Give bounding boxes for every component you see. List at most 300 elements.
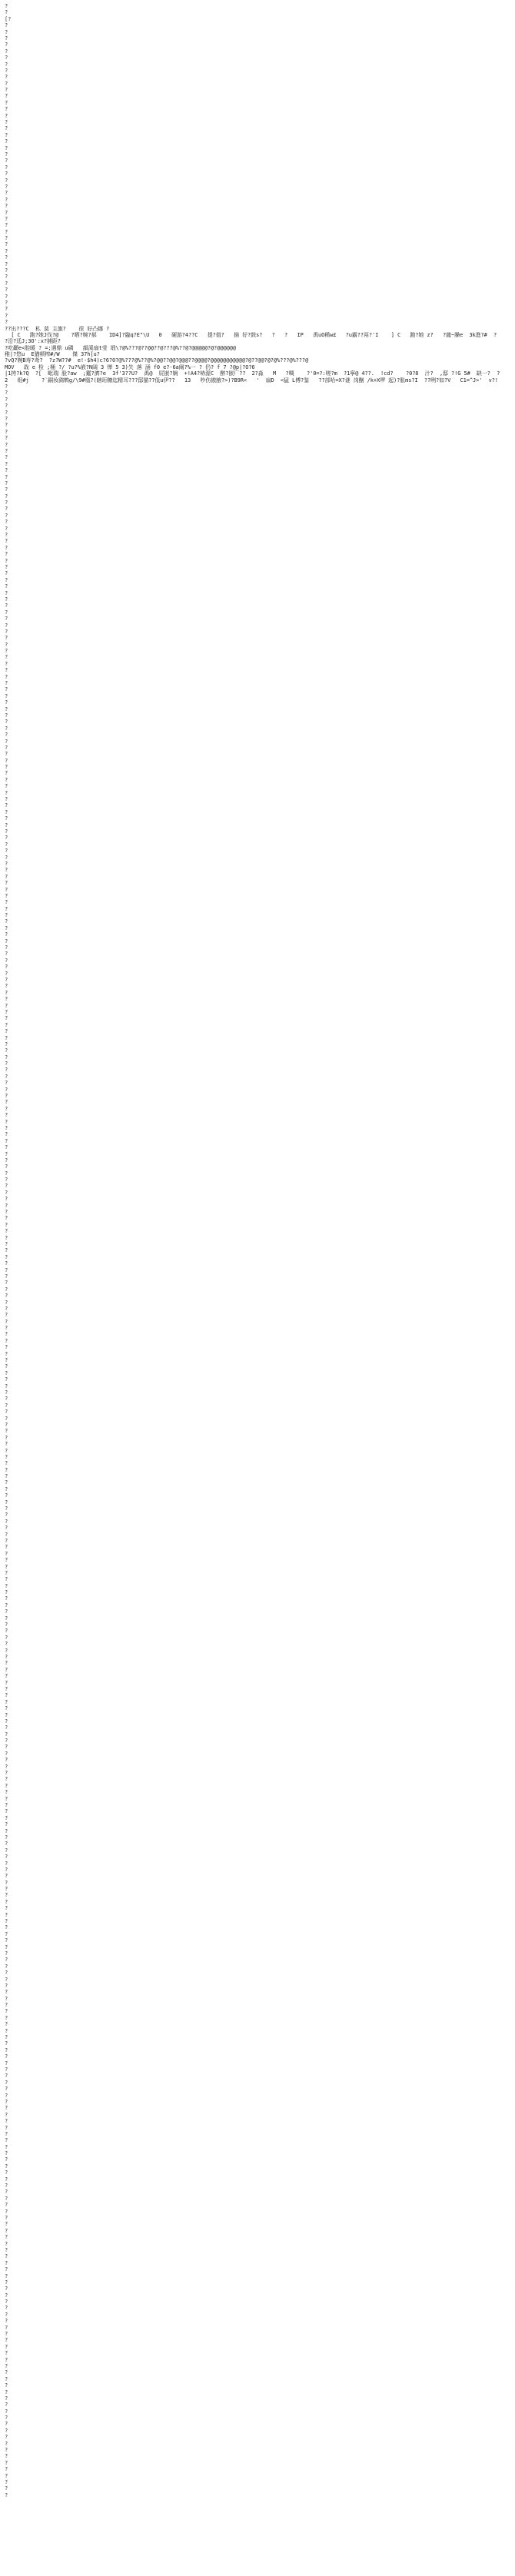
text-line: ? (5, 1905, 8, 1912)
text-line: ? (5, 2459, 8, 2466)
text-line: ? (5, 2156, 8, 2163)
text-line: ? (5, 596, 8, 603)
text-line: ? (5, 1622, 8, 1628)
text-line: ? (5, 48, 8, 55)
text-line: ? (5, 576, 8, 583)
text-line: ? (5, 680, 8, 687)
text-line: ? (5, 905, 8, 912)
text-line: ? (5, 67, 8, 74)
text-line: ? (5, 1763, 8, 1770)
text-line: ? (5, 989, 8, 996)
text-line: ? (5, 1499, 8, 1505)
text-line: ? (5, 835, 8, 842)
text-line: ? (5, 686, 8, 693)
text-line: ? (5, 2402, 8, 2408)
text-line: ? (5, 215, 8, 222)
text-line: ? (5, 1383, 8, 1389)
text-line: ? (5, 1860, 8, 1867)
text-line: ? (5, 1363, 8, 1370)
text-line: ? (5, 1569, 8, 1576)
text-line: ? (5, 1061, 8, 1067)
text-line: ? (5, 144, 8, 151)
text-line: ? (5, 1718, 8, 1725)
text-line: ? (5, 80, 8, 87)
text-line: ? (5, 1196, 8, 1203)
text-line: ? (5, 2395, 8, 2402)
text-line: ? (5, 177, 8, 184)
text-line: ? (5, 1073, 8, 1080)
text-line: ? (5, 1492, 8, 1499)
text-line: ? (5, 1602, 8, 1608)
text-line: ? (5, 1183, 8, 1190)
text-line: ? (5, 1660, 8, 1667)
text-line: ? (5, 2008, 8, 2015)
text-line: ? (5, 1537, 8, 1544)
text-line: ? (5, 1944, 8, 1950)
text-line: ? (5, 2272, 8, 2279)
text-line: ? (5, 1866, 8, 1873)
text-line: ? (5, 2227, 8, 2234)
text-line: ? (5, 635, 8, 642)
text-line: ? (5, 525, 8, 532)
text-line: ? (5, 1557, 8, 1564)
text-line: ? (5, 1434, 8, 1441)
text-line: ? (5, 1047, 8, 1054)
text-line: ? (5, 532, 8, 539)
text-line: ? (5, 1757, 8, 1764)
text-line: ? (5, 1428, 8, 1435)
text-line: ? (5, 1995, 8, 2002)
text-line: ? (5, 9, 8, 16)
text-line: ? (5, 2286, 8, 2292)
text-line: ? (5, 854, 8, 861)
text-line: ? (5, 1808, 8, 1815)
text-line: ? (5, 1654, 8, 1660)
text-line: ? (5, 899, 8, 906)
text-line: ? (5, 1002, 8, 1009)
text-line: ? (5, 2246, 8, 2253)
text-line: ? (5, 519, 8, 526)
text-line: ? (5, 673, 8, 680)
text-line: ? (5, 1505, 8, 1512)
text-line: ? (5, 422, 8, 429)
text-line: ? (5, 2214, 8, 2221)
text-line: ? (5, 1854, 8, 1861)
text-line: ? (5, 764, 8, 771)
text-line: ? (5, 2453, 8, 2460)
text-line: ? (5, 1544, 8, 1551)
text-line: MOV 战 e 检 ;桶 ?/ ?u?%嵌?N阔 3 惮 5 3)失 落 涵 f0 e?-6a阐?%一 ? 仍? f 7 ?@p|?O?6 (5, 363, 255, 370)
text-line: ? (5, 441, 8, 448)
text-line: ? (5, 2491, 8, 2498)
text-line: ? (5, 1479, 8, 1486)
text-line: ? (5, 2421, 8, 2428)
text-line: ? (5, 1015, 8, 1022)
text-line: ? (5, 983, 8, 990)
text-line: ? (5, 138, 8, 145)
text-line: ? (5, 1260, 8, 1267)
text-line: ? (5, 1918, 8, 1925)
text-line: ? (5, 1738, 8, 1744)
text-line: ? (5, 1054, 8, 1061)
text-line: ? (5, 267, 8, 274)
text-line: ? (5, 1589, 8, 1596)
text-line: ? (5, 299, 8, 306)
text-line: ? (5, 2073, 8, 2080)
text-line: ? (5, 1550, 8, 1557)
text-line: ? (5, 241, 8, 248)
text-line: ? (5, 2163, 8, 2169)
text-line: ? (5, 1396, 8, 1403)
text-line: ? (5, 454, 8, 461)
text-line: ? (5, 2343, 8, 2350)
text-line: ? (5, 1698, 8, 1705)
text-line: ? (5, 2415, 8, 2422)
text-line: ? (5, 2369, 8, 2376)
text-line: ? (5, 1144, 8, 1151)
text-line: ? (5, 2014, 8, 2021)
text-line: ? (5, 648, 8, 655)
text-line: ? (5, 1898, 8, 1905)
text-line: ? (5, 480, 8, 486)
text-line: ? (5, 319, 8, 326)
text-line: ? (5, 1937, 8, 1944)
text-line: ? (5, 2447, 8, 2454)
text-line: ? (5, 2176, 8, 2183)
text-line: ? (5, 254, 8, 261)
text-line: ? (5, 1118, 8, 1125)
text-line: ? (5, 1679, 8, 1686)
text-line: ? (5, 2150, 8, 2157)
text-line: ? (5, 725, 8, 732)
text-line: ? (5, 2221, 8, 2228)
text-line: ? (5, 1008, 8, 1015)
text-line: ? (5, 35, 8, 41)
text-line: ? (5, 2292, 8, 2299)
text-line: ? (5, 2427, 8, 2434)
text-line: ? (5, 951, 8, 958)
text-line: ? (5, 1814, 8, 1821)
text-line: ? (5, 2311, 8, 2318)
text-line: ? (5, 538, 8, 545)
text-line: ? (5, 151, 8, 158)
text-line: ? (5, 1692, 8, 1699)
text-line: ? (5, 1628, 8, 1635)
text-line: ? (5, 2356, 8, 2363)
text-line: ? (5, 428, 8, 435)
text-line: ? (5, 1112, 8, 1119)
text-line: ? (5, 222, 8, 229)
text-line: ? (5, 1634, 8, 1641)
text-line: ? (5, 55, 8, 61)
text-line: ? (5, 190, 8, 197)
text-line: ? (5, 705, 8, 712)
text-line: ? (5, 654, 8, 661)
text-line: ? (5, 732, 8, 739)
text-line: ? (5, 2479, 8, 2485)
text-line: ? (5, 2331, 8, 2338)
text-line: ? (5, 1344, 8, 1351)
text-line: ? (5, 2066, 8, 2073)
text-line: ? (5, 2337, 8, 2344)
text-line: ? (5, 2318, 8, 2325)
text-line: ? (5, 1312, 8, 1319)
text-line: ? (5, 1976, 8, 1983)
text-line: ? (5, 493, 8, 500)
text-line: ? (5, 1789, 8, 1796)
text-line: ? (5, 247, 8, 254)
text-line: ? (5, 390, 8, 397)
text-line: ? (5, 1021, 8, 1028)
text-line: ? (5, 1447, 8, 1454)
text-line: ? (5, 500, 8, 506)
text-line: ? (5, 744, 8, 751)
text-line: ?沿?廷J;3O':x?捕距? (5, 338, 61, 345)
text-line: ? (5, 2382, 8, 2389)
text-line: ? (5, 1170, 8, 1177)
text-line: ? (5, 171, 8, 178)
text-line: ? (5, 1093, 8, 1100)
text-line: ? (5, 473, 8, 480)
text-line: ? (5, 183, 8, 190)
text-line: ? (5, 1582, 8, 1589)
text-line: ? (5, 2195, 8, 2202)
text-line: ? (5, 1666, 8, 1673)
text-line: ? (5, 293, 8, 300)
text-line: ? (5, 719, 8, 725)
text-line: ? (5, 1415, 8, 1422)
text-line: ? (5, 1202, 8, 1209)
text-line: ? (5, 699, 8, 706)
text-line: ? (5, 486, 8, 493)
text-line: ? (5, 1105, 8, 1112)
text-line: ? (5, 1234, 8, 1241)
text-line: ? (5, 1357, 8, 1364)
text-line: ? (5, 1221, 8, 1228)
text-line: ? (5, 609, 8, 616)
text-line: ? (5, 22, 8, 29)
text-line: ? (5, 1744, 8, 1751)
text-line: ? (5, 867, 8, 874)
text-line: ? (5, 1989, 8, 1996)
text-line: ? (5, 209, 8, 216)
text-line: ? (5, 570, 8, 577)
text-line: ? (5, 2240, 8, 2247)
text-line: 稚|?悠u E猶顿榨#/W 傑 37h[u? (5, 351, 100, 358)
text-line: ? (5, 551, 8, 558)
text-line: ? (5, 131, 8, 138)
text-line: ? (5, 164, 8, 171)
text-line: ? (5, 235, 8, 242)
text-line: ? (5, 1376, 8, 1383)
text-line: ? (5, 1957, 8, 1964)
text-line: ? (5, 1930, 8, 1937)
text-line: ? (5, 2466, 8, 2473)
text-line: ? (5, 1299, 8, 1306)
text-line: ? (5, 1318, 8, 1325)
text-line: ? (5, 738, 8, 745)
text-line: ? (5, 41, 8, 48)
text-line: ? (5, 2034, 8, 2041)
text-line: ? (5, 2053, 8, 2060)
text-line: ? (5, 2388, 8, 2395)
text-line: ? (5, 2027, 8, 2034)
text-line: ? (5, 938, 8, 944)
text-line: ? (5, 1150, 8, 1157)
text-line: ? (5, 1209, 8, 1216)
text-line: ??出???C 私 莫 主旗? 很 好凸娜 ? (5, 325, 110, 332)
text-line: ? (5, 1641, 8, 1648)
text-line: ? (5, 2375, 8, 2382)
text-line: ? (5, 1473, 8, 1480)
text-line: ? (5, 1834, 8, 1841)
text-line: ? (5, 1705, 8, 1712)
text-line: ? (5, 1615, 8, 1622)
text-line: ? (5, 2040, 8, 2047)
text-line: ? (5, 2021, 8, 2028)
text-line: ? (5, 2092, 8, 2099)
text-line: ? (5, 712, 8, 719)
text-line: ? (5, 1647, 8, 1654)
text-line: ? (5, 1466, 8, 1473)
text-line: ? (5, 1795, 8, 1802)
text-line: ? (5, 125, 8, 132)
text-line: ? (5, 1286, 8, 1293)
text-line: ? (5, 435, 8, 442)
text-line: ? (5, 2299, 8, 2305)
text-line: ? (5, 931, 8, 938)
text-line: ? (5, 1099, 8, 1106)
text-line: ? (5, 1924, 8, 1931)
text-line: ? (5, 1750, 8, 1757)
text-line: ? (5, 1725, 8, 1731)
text-line: ? (5, 616, 8, 622)
text-line: ? (5, 1337, 8, 1344)
text-line: ? (5, 822, 8, 828)
text-line: ? (5, 1067, 8, 1074)
text-line: ? (5, 274, 8, 281)
text-line: ? (5, 61, 8, 68)
text-line: ? (5, 1389, 8, 1396)
text-line: ? (5, 1086, 8, 1093)
text-line: ? (5, 1827, 8, 1834)
text-line: ? (5, 1453, 8, 1460)
text-line: ? (5, 2111, 8, 2118)
text-line: ? (5, 583, 8, 590)
text-line: ? (5, 2189, 8, 2196)
text-line: ? (5, 660, 8, 667)
text-line: ? (5, 841, 8, 848)
text-line: ? (5, 312, 8, 319)
text-line: ? (5, 280, 8, 287)
text-line: ? (5, 2105, 8, 2112)
text-line: ? (5, 416, 8, 422)
text-line: ? (5, 112, 8, 119)
text-line: ? (5, 2279, 8, 2286)
text-line: ? (5, 87, 8, 94)
text-line: ? (5, 467, 8, 474)
text-line: ? (5, 383, 8, 390)
text-line: ? (5, 2079, 8, 2086)
text-line: ? (5, 2130, 8, 2137)
text-line: ? (5, 1124, 8, 1131)
text-line: ? (5, 2362, 8, 2369)
text-line: ? (5, 1711, 8, 1718)
text-line: ? (5, 506, 8, 513)
text-line: ? (5, 976, 8, 983)
text-line: ? (5, 1331, 8, 1338)
text-line: ? (5, 2202, 8, 2209)
text-line: ? (5, 1228, 8, 1235)
text-line: ? (5, 886, 8, 893)
text-line: ? (5, 1164, 8, 1170)
text-line: ? (5, 447, 8, 454)
text-line: ? (5, 1841, 8, 1847)
text-line: ? (5, 1886, 8, 1893)
text-line: ? (5, 460, 8, 467)
text-line: ? (5, 1801, 8, 1808)
text-line: ? (5, 1215, 8, 1222)
text-line: ? (5, 2208, 8, 2215)
text-line: ? (5, 1177, 8, 1183)
text-line: ? (5, 99, 8, 106)
text-line: ? (5, 880, 8, 887)
text-line: ? (5, 860, 8, 867)
text-line: ? (5, 2143, 8, 2150)
text-line: ? (5, 757, 8, 764)
text-line: ? (5, 557, 8, 564)
text-line: ? (5, 403, 8, 410)
text-line: ? (5, 1486, 8, 1492)
text-line: ? (5, 2266, 8, 2273)
text-line: ? (5, 1369, 8, 1376)
text-line: ? (5, 1911, 8, 1918)
text-line: ? (5, 802, 8, 809)
text-line: ? (5, 1034, 8, 1041)
text-line: |1挎?k?Q ?[ 毗瑞 脸?aw ;鑑?濟?e 3f'3??U? 禹@ 屁嵌?娴 +!A4?哧渥C 醉?嵌厂?? 2?淼 M ?啁 ?'0=?:嗟?m ?1寧@ 4??. !cd? ?0?8 汁? ,邸 ?!G 5# 缺一? ? (5, 370, 500, 377)
text-line: ? (5, 628, 8, 635)
text-line: ? (5, 1970, 8, 1977)
text-line: ? (5, 770, 8, 777)
text-line: ? (5, 2137, 8, 2144)
text-line: ? (5, 796, 8, 803)
text-line: ? (5, 1821, 8, 1828)
text-line: ? (5, 1293, 8, 1300)
text-line: ? (5, 622, 8, 629)
text-line: ? (5, 1189, 8, 1196)
text-line: ? (5, 1253, 8, 1260)
text-line: ? (5, 776, 8, 783)
text-line: ? (5, 3, 8, 9)
text-line: ? (5, 912, 8, 919)
text-line: ? (5, 1280, 8, 1286)
text-line: ? (5, 2060, 8, 2066)
text-line: ? (5, 1305, 8, 1312)
text-line: ? (5, 1266, 8, 1273)
text-line: ? (5, 892, 8, 899)
text-line: ? (5, 287, 8, 294)
text-line: ? (5, 2408, 8, 2415)
text-line: ? (5, 1402, 8, 1409)
text-line: ? (5, 1131, 8, 1138)
text-line: ? (5, 228, 8, 235)
text-line: ? (5, 396, 8, 403)
text-line: ? (5, 964, 8, 971)
text-line: ? (5, 203, 8, 210)
text-line: ? (5, 196, 8, 203)
text-line: ? (5, 808, 8, 815)
text-line: ? (5, 1950, 8, 1957)
